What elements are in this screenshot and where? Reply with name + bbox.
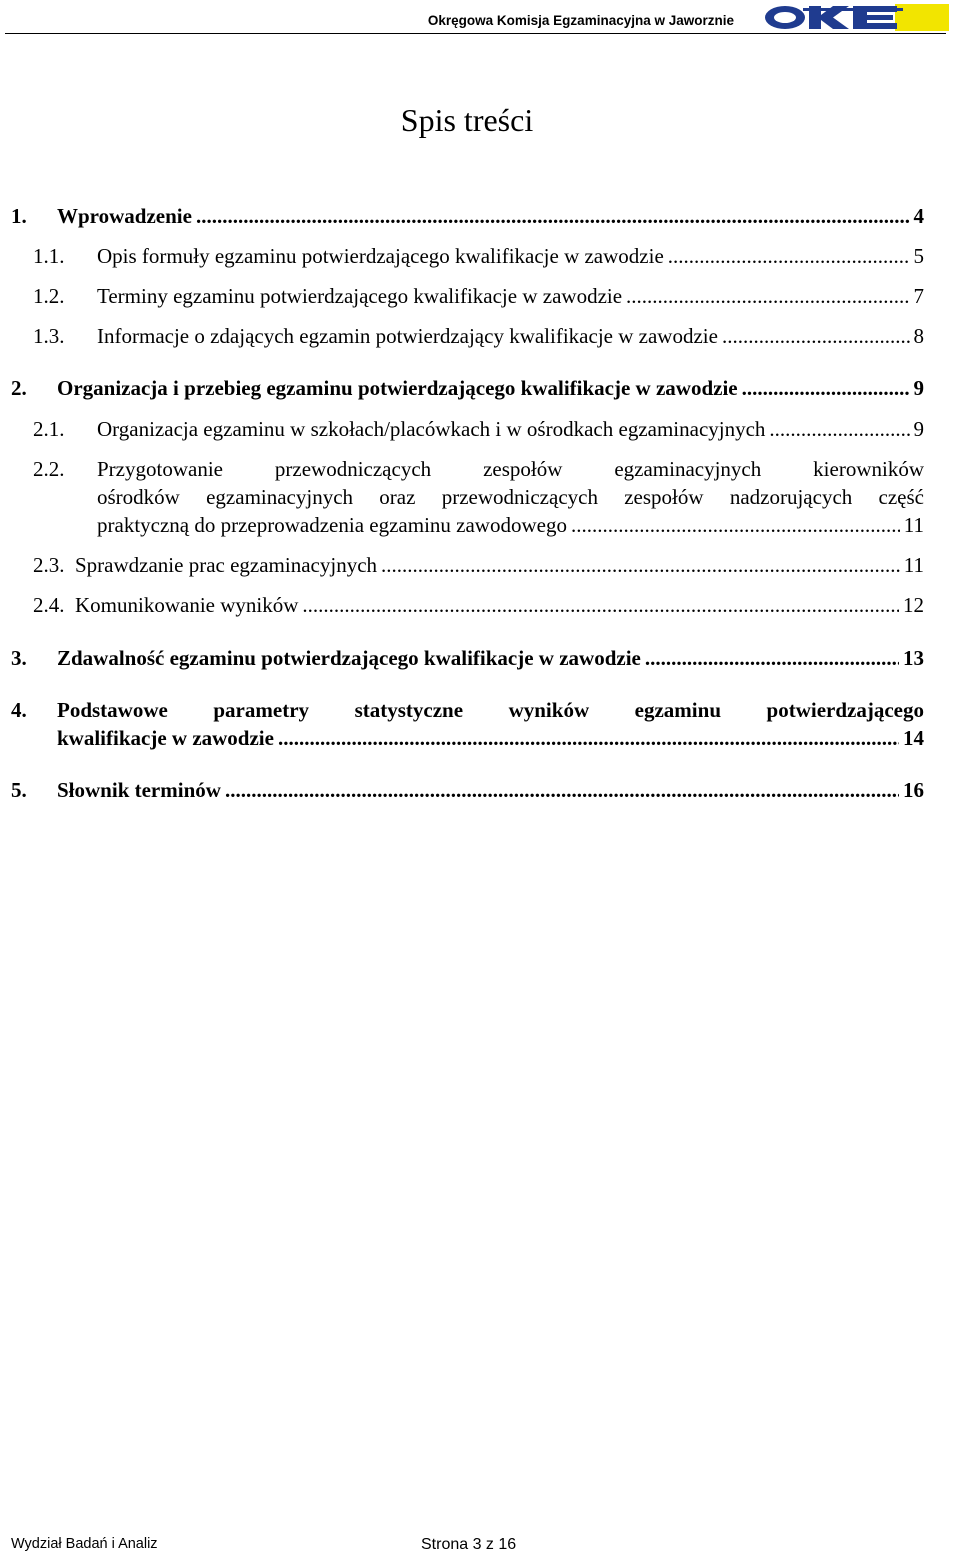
- footer-department: Wydział Badań i Analiz: [11, 1536, 158, 1552]
- dot-leader: [302, 591, 899, 619]
- dot-leader: [769, 415, 909, 443]
- toc-number: 5.: [11, 778, 27, 802]
- toc-title: Słownik terminów: [57, 778, 221, 802]
- toc-title-line: ośrodków egzaminacyjnych oraz przewodniczących zespołów nadzorujących część: [97, 485, 924, 509]
- toc-number: 1.2.: [33, 284, 65, 308]
- toc-title: Zdawalność egzaminu potwierdzającego kwalifikacje w zawodzie: [57, 646, 641, 670]
- toc-title-line: Przygotowanie przewodniczących zespołów egzaminacyjnych kierowników: [97, 457, 924, 481]
- toc-title: Komunikowanie wyników: [75, 593, 299, 617]
- toc-page: 4: [913, 204, 924, 228]
- toc-entry[interactable]: [11, 696, 924, 752]
- toc-title-line: praktyczną do przeprowadzenia egzaminu zawodowego: [97, 513, 567, 537]
- toc-entry[interactable]: [33, 455, 924, 539]
- dot-leader: [196, 202, 910, 230]
- dot-leader: [626, 282, 909, 310]
- dot-leader: [225, 776, 899, 804]
- toc-number: 1.3.: [33, 324, 65, 348]
- toc-page: 13: [903, 646, 924, 670]
- toc-number: 2.1.: [33, 417, 65, 441]
- toc-page: 8: [913, 324, 924, 348]
- toc-title: Informacje o zdających egzamin potwierdzający kwalifikacje w zawodzie: [97, 324, 718, 348]
- toc-page: 5: [913, 244, 924, 268]
- toc-number: 1.: [11, 204, 27, 228]
- toc-title: Wprowadzenie: [57, 204, 192, 228]
- toc-number: 2.3.: [33, 553, 65, 577]
- toc-title: Opis formuły egzaminu potwierdzającego kwalifikacje w zawodzie: [97, 244, 664, 268]
- toc-number: 3.: [11, 646, 27, 670]
- toc-number: 2.: [11, 376, 27, 400]
- dot-leader: [645, 644, 899, 672]
- dot-leader: [381, 551, 900, 579]
- toc-page: 9: [913, 417, 924, 441]
- toc-page: 12: [903, 593, 924, 617]
- toc-number: 1.1.: [33, 244, 65, 268]
- dot-leader: [722, 322, 910, 350]
- oke-logo-icon: [763, 4, 949, 31]
- page-title: Spis treści: [400, 102, 534, 138]
- toc-title-line: kwalifikacje w zawodzie: [57, 726, 274, 750]
- toc-page: 9: [913, 376, 924, 400]
- toc-number: 4.: [11, 698, 27, 722]
- toc-title: Sprawdzanie prac egzaminacyjnych: [75, 553, 378, 577]
- toc-number: 2.4.: [33, 593, 65, 617]
- header-divider: [5, 33, 946, 34]
- page-header: [0, 0, 960, 34]
- header-organization: Okręgowa Komisja Egzaminacyjna w Jaworznie: [427, 13, 734, 28]
- toc-page: 16: [903, 778, 924, 802]
- toc-number: 2.2.: [33, 457, 65, 481]
- toc-page: 7: [913, 284, 924, 308]
- dot-leader: [742, 374, 910, 402]
- toc-title: Organizacja i przebieg egzaminu potwierdzającego kwalifikacje w zawodzie: [57, 376, 738, 400]
- toc-page: 11: [903, 553, 924, 577]
- dot-leader: [278, 724, 899, 752]
- dot-leader: [571, 511, 900, 539]
- toc-title: Terminy egzaminu potwierdzającego kwalifikacje w zawodzie: [97, 284, 623, 308]
- toc-page: 14: [903, 726, 924, 750]
- dot-leader: [668, 242, 910, 270]
- footer-page-indicator: Strona 3 z 16: [421, 1536, 517, 1553]
- toc-page: 11: [903, 513, 924, 537]
- toc-title-line: Podstawowe parametry statystyczne wyników egzaminu potwierdzającego: [57, 698, 924, 722]
- toc-title: Organizacja egzaminu w szkołach/placówkach i w ośrodkach egzaminacyjnych: [97, 417, 766, 441]
